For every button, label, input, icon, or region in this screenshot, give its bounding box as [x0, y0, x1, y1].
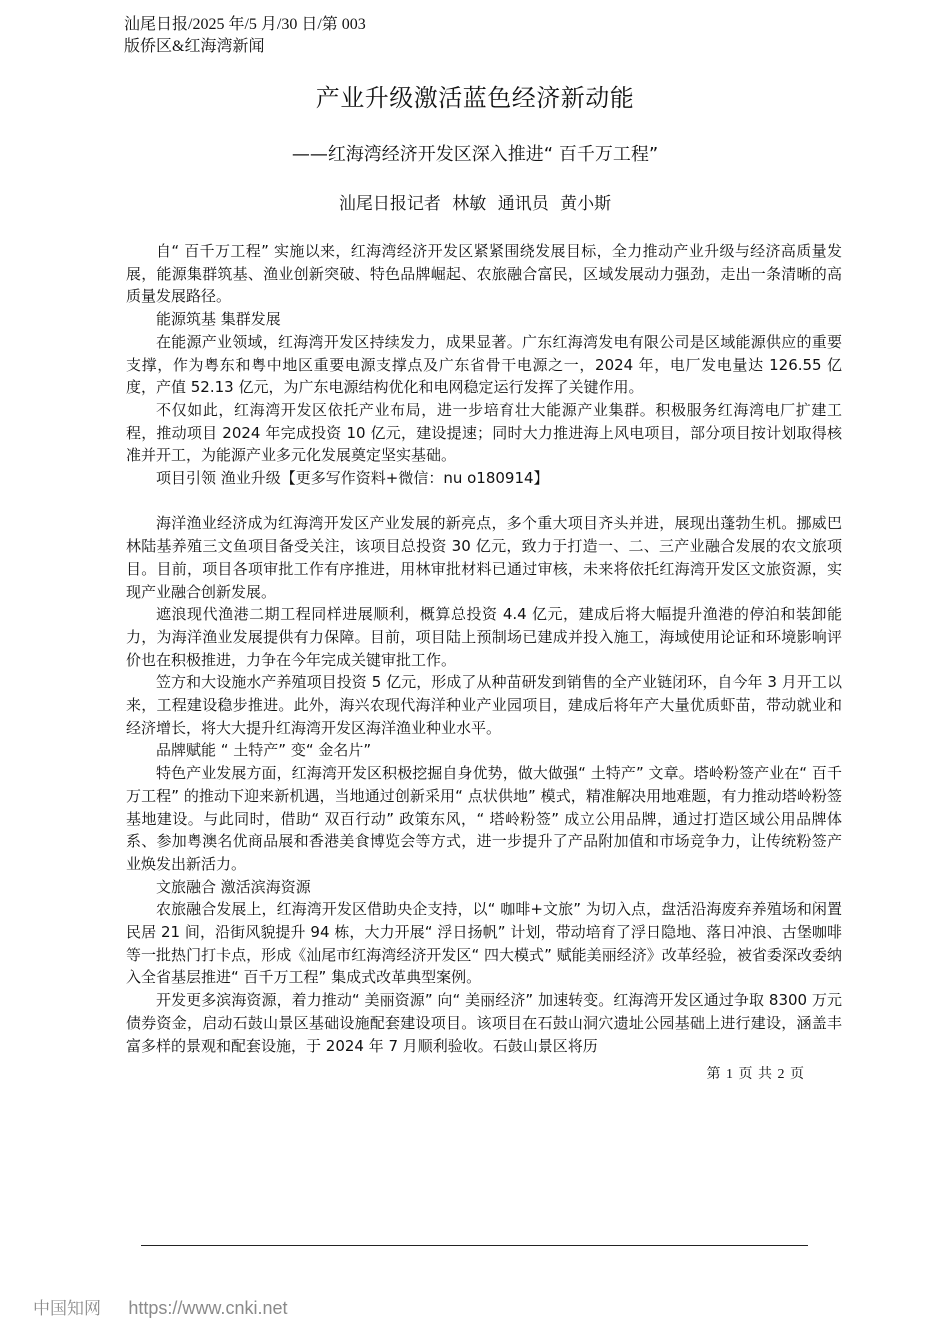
article-byline: 汕尾日报记者 林敏 通讯员 黄小斯: [338, 194, 612, 214]
paragraph: 自“ 百千万工程” 实施以来，红海湾经济开发区紧紧围绕发展目标，全力推动产业升级与经济高质量发展，能源集群筑基、渔业创新突破、特色品牌崛起、农旅融合富民，区域发展动力强劲，走出一条清晰的高质量发展路径。: [126, 242, 842, 306]
paragraph: 特色产业发展方面，红海湾开发区积极挖掘自身优势，做大做强“ 土特产” 文章。塔岭粉签产业在“ 百千万工程” 的推动下迎来新机遇，当地通过创新采用“ 点状供地” 模式，精准解决用地难题，有力推动塔岭粉签基地建设。与此同时，借助“ 双百行动” 政策东风，“ 塔岭粉签” 成立公用品牌，通过打造区域公用品牌体系、参加粤澳名优商品展和香港美食博览会等方式，进一步提升了产品附加值和市场竞争力，让传统粉签产业焕发出新活力。: [126, 764, 842, 873]
article-body: [126, 240, 842, 1057]
article-subtitle: ——红海湾经济开发区深入推进“ 百千万工程”: [291, 144, 659, 165]
paragraph: 农旅融合发展上，红海湾开发区借助央企支持，以“ 咖啡+文旅” 为切入点，盘活沿海废弃养殖场和闲置民居 21 间，沿街风貌提升 94 栋，大力开展“ 浮日扬帆” 计划，带动培育了浮日隐地、落日冲浪、古堡咖啡等一批热门打卡点，形成《汕尾市红海湾经济开发区“ 四大模式” 赋能美丽经济》改革经验，被省委深改委纳入全省基层推进“ 百千万工程” 集成式改革典型案例。: [126, 900, 842, 987]
paragraph: 不仅如此，红海湾开发区依托产业布局，进一步培育壮大能源产业集群。积极服务红海湾电厂扩建工程，推动项目 2024 年完成投资 10 亿元，建设提速；同时大力推进海上风电项目，部分项目按计划取得核准并开工，为能源产业多元化发展奠定坚实基础。: [126, 400, 842, 465]
paragraph: 遮浪现代渔港二期工程同样进展顺利，概算总投资 4.4 亿元，建成后将大幅提升渔港的停泊和装卸能力，为海洋渔业发展提供有力保障。目前，项目陆上预制场已建成并投入施工，海域使用论证和环境影响评价也在积极推进，力争在今年完成关键审批工作。: [126, 605, 842, 669]
blank-line: [126, 490, 842, 513]
paragraph: 在能源产业领域，红海湾开发区持续发力，成果显著。广东红海湾发电有限公司是区域能源供应的重要支撑，作为粤东和粤中地区重要电源支撑点及广东省骨干电源之一，2024 年，电厂发电量达 126.55 亿度，产值 52.13 亿元，为广东电源结构优化和电网稳定运行发挥了关键作用。: [126, 332, 842, 397]
paragraph: 海洋渔业经济成为红海湾开发区产业发展的新亮点，多个重大项目齐头并进，展现出蓬勃生机。挪威巴林陆基养殖三文鱼项目备受关注，该项目总投资 30 亿元，致力于打造一、二、三产业融合发展的农文旅项目。目前，项目各项审批工作有序推进，用林审批材料已通过审核，未来将依托红海湾开发区文旅资源，实现产业融合创新发展。: [126, 514, 842, 601]
cnki-watermark: [33, 1294, 287, 1319]
section-heading: 文旅融合 激活滨海资源: [156, 877, 311, 896]
watermark-url[interactable]: https://www.cnki.net: [128, 1298, 288, 1318]
paragraph: 开发更多滨海资源，着力推动“ 美丽资源” 向“ 美丽经济” 加速转变。红海湾开发区通过争取 8300 万元债券资金，启动石鼓山景区基础设施配套建设项目。该项目在石鼓山洞穴遗址公园基础上进行建设，涵盖丰富多样的景观和配套设施，于 2024 年 7 月顺利验收。石鼓山景区将历: [126, 991, 842, 1055]
watermark-site-name: 中国知网: [33, 1299, 101, 1319]
article-title: 产业升级激活蓝色经济新动能: [315, 84, 635, 112]
document-header: [124, 14, 366, 58]
section-heading: 项目引领 渔业升级【更多写作资料+微信：nu o180914】: [156, 469, 549, 488]
section-heading: 能源筑基 集群发展: [156, 310, 281, 329]
paragraph: 笠方和大设施水产养殖项目投资 5 亿元，形成了从种苗研发到销售的全产业链闭环，自今年 3 月开工以来，工程建设稳步推进。此外，海兴农现代海洋种业产业园项目，建成后将年产大量优质虾苗，带动就业和经济增长，将大大提升红海湾开发区海洋渔业种业水平。: [126, 673, 842, 737]
footer-divider: [141, 1245, 808, 1246]
section-heading: 品牌赋能 “ 土特产” 变“ 金名片”: [156, 741, 372, 760]
section-line: 版侨区&红海湾新闻: [124, 38, 265, 55]
page-number: 第 1 页 共 2 页: [706, 1067, 804, 1082]
source-line: 汕尾日报/2025 年/5 月/30 日/第 003: [124, 16, 366, 33]
